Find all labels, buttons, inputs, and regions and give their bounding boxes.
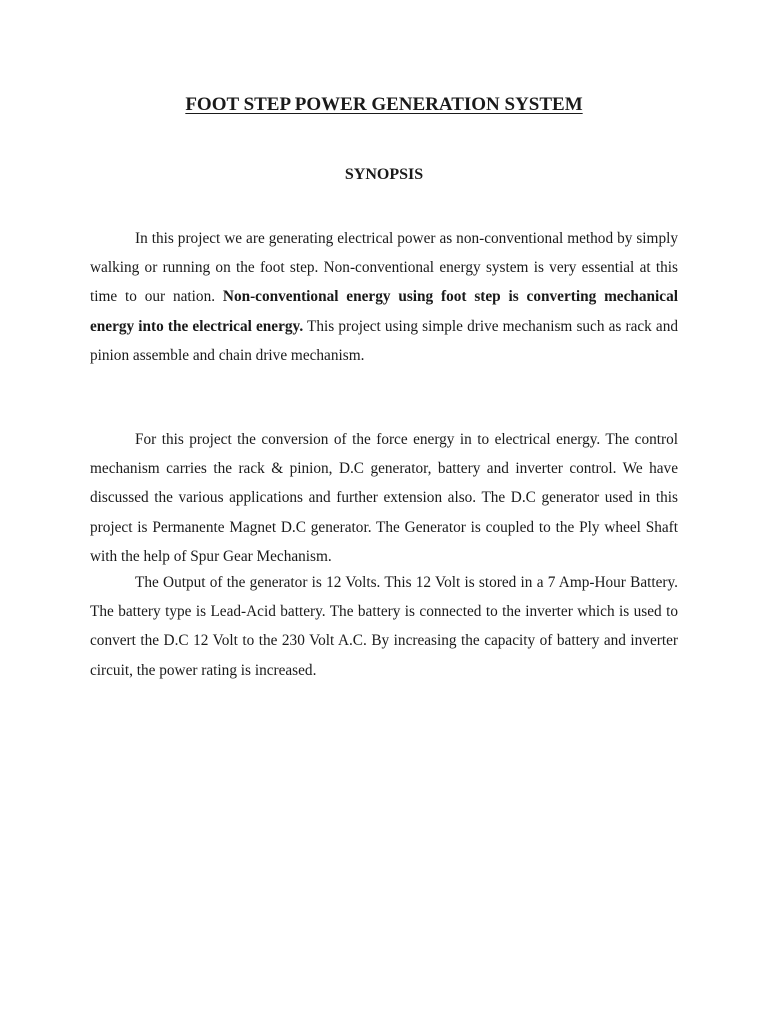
document-title (0, 93, 768, 117)
paragraph-2: For this project the conversion of the force energy in to electrical energy. The control mechanism carries the rack & pinion, D.C generator, battery and inverter control. We have discussed the various applications and further extension also. The D.C generator used in this project is Permanente Magnet D.C generator. The Generator is coupled to the Ply wheel Shaft with the help of Spur Gear Mechanism. (90, 431, 678, 565)
paragraph-3: The Output of the generator is 12 Volts. This 12 Volt is stored in a 7 Amp-Hour Battery. The battery type is Lead-Acid battery. The battery is connected to the inverter which is used to convert the D.C 12 Volt to the 230 Volt A.C. By increasing the capacity of battery and inverter circuit, the power rating is increased. (90, 574, 678, 679)
paragraph-1 (90, 224, 678, 370)
paragraph-1-bold: Non-conventional energy using foot step is converting mechanical energy into the electrical energy. (90, 288, 678, 335)
document-title-text: FOOT STEP POWER GENERATION SYSTEM (185, 94, 583, 115)
section-heading: SYNOPSIS (344, 166, 424, 183)
paragraph-1-lead: In this project we are generating electrical power as non-conventional method by simply walking or running on the foot step. Non-conventional energy system is very essential at this time to our nation. (90, 230, 678, 306)
paragraph-1-tail: This project using simple drive mechanism such as rack and pinion assemble and chain drive mechanism. (90, 317, 679, 364)
